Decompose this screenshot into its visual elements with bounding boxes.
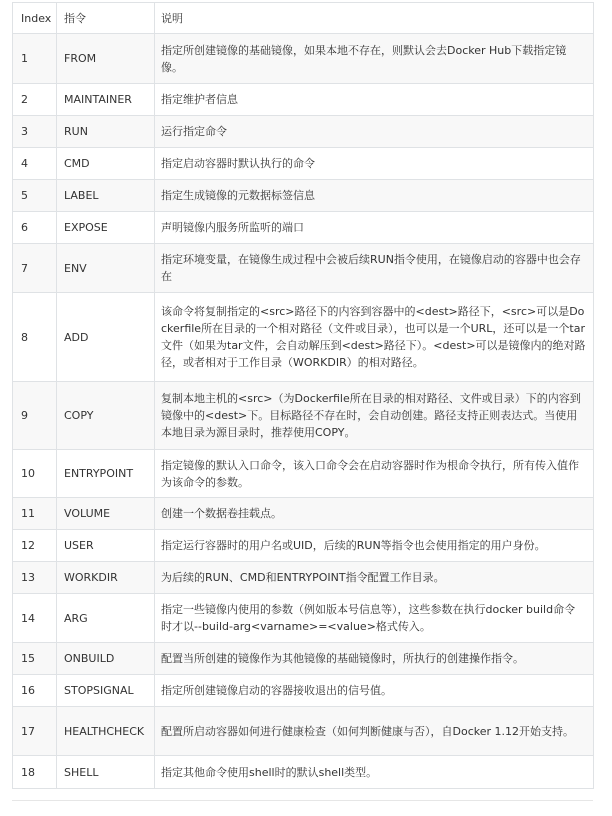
row-index: 16 bbox=[13, 675, 57, 707]
row-description: 指定运行容器时的用户名或UID，后续的RUN等指令也会使用指定的用户身份。 bbox=[155, 530, 594, 562]
row-command: VOLUME bbox=[57, 498, 155, 530]
table-row bbox=[13, 84, 594, 116]
table-row bbox=[13, 244, 594, 293]
row-index: 5 bbox=[13, 180, 57, 212]
header-command: 指令 bbox=[57, 3, 155, 34]
table-header-row bbox=[13, 3, 594, 34]
row-command: ONBUILD bbox=[57, 643, 155, 675]
dockerfile-instructions-table-wrapper bbox=[12, 2, 593, 789]
row-command: WORKDIR bbox=[57, 562, 155, 594]
table-row bbox=[13, 382, 594, 450]
row-command: CMD bbox=[57, 148, 155, 180]
table-row bbox=[13, 450, 594, 498]
row-command: SHELL bbox=[57, 756, 155, 789]
header-index: Index bbox=[13, 3, 57, 34]
table-row bbox=[13, 594, 594, 643]
table-row bbox=[13, 498, 594, 530]
row-description: 运行指定命令 bbox=[155, 116, 594, 148]
row-command: LABEL bbox=[57, 180, 155, 212]
row-description: 复制本地主机的<src>（为Dockerfile所在目录的相对路径、文件或目录）下的内容到镜像中的<dest>下。目标路径不存在时，会自动创建。路径支持正则表达式。当使用本地目录为源目录时，推荐使用COPY。 bbox=[155, 382, 594, 450]
row-index: 18 bbox=[13, 756, 57, 789]
table-row bbox=[13, 293, 594, 382]
row-index: 10 bbox=[13, 450, 57, 498]
row-index: 3 bbox=[13, 116, 57, 148]
table-header bbox=[13, 3, 594, 34]
row-description: 指定启动容器时默认执行的命令 bbox=[155, 148, 594, 180]
row-command: ENTRYPOINT bbox=[57, 450, 155, 498]
row-command: HEALTHCHECK bbox=[57, 707, 155, 756]
row-description: 指定一些镜像内使用的参数（例如版本号信息等），这些参数在执行docker build命令时才以--build-arg<varname>=<value>格式传入。 bbox=[155, 594, 594, 643]
row-description: 指定所创建镜像的基础镜像，如果本地不存在，则默认会去Docker Hub下载指定镜像。 bbox=[155, 34, 594, 84]
table-body bbox=[13, 34, 594, 789]
row-index: 13 bbox=[13, 562, 57, 594]
table-row bbox=[13, 643, 594, 675]
row-index: 17 bbox=[13, 707, 57, 756]
row-description: 创建一个数据卷挂载点。 bbox=[155, 498, 594, 530]
row-index: 6 bbox=[13, 212, 57, 244]
bottom-divider bbox=[12, 800, 593, 801]
row-command: COPY bbox=[57, 382, 155, 450]
row-description: 配置所启动容器如何进行健康检查（如何判断健康与否），自Docker 1.12开始支持。 bbox=[155, 707, 594, 756]
row-index: 1 bbox=[13, 34, 57, 84]
dockerfile-instructions-table bbox=[12, 2, 594, 789]
table-row bbox=[13, 180, 594, 212]
row-description: 声明镜像内服务所监听的端口 bbox=[155, 212, 594, 244]
row-index: 4 bbox=[13, 148, 57, 180]
row-index: 14 bbox=[13, 594, 57, 643]
row-command: RUN bbox=[57, 116, 155, 148]
table-row bbox=[13, 148, 594, 180]
row-description: 指定镜像的默认入口命令，该入口命令会在启动容器时作为根命令执行，所有传入值作为该命令的参数。 bbox=[155, 450, 594, 498]
row-command: ENV bbox=[57, 244, 155, 293]
table-row bbox=[13, 562, 594, 594]
table-row bbox=[13, 675, 594, 707]
row-command: STOPSIGNAL bbox=[57, 675, 155, 707]
row-description: 该命令将复制指定的<src>路径下的内容到容器中的<dest>路径下，<src>可以是Dockerfile所在目录的一个相对路径（文件或目录），也可以是一个URL，还可以是一个tar文件（如果为tar文件，会自动解压到<dest>路径下）。<dest>可以是镜像内的绝对路径，或者相对于工作目录（WORKDIR）的相对路径。 bbox=[155, 293, 594, 382]
row-index: 2 bbox=[13, 84, 57, 116]
row-command: FROM bbox=[57, 34, 155, 84]
row-command: MAINTAINER bbox=[57, 84, 155, 116]
row-description: 指定环境变量，在镜像生成过程中会被后续RUN指令使用，在镜像启动的容器中也会存在 bbox=[155, 244, 594, 293]
header-description: 说明 bbox=[155, 3, 594, 34]
row-description: 指定维护者信息 bbox=[155, 84, 594, 116]
row-command: EXPOSE bbox=[57, 212, 155, 244]
row-description: 指定其他命令使用shell时的默认shell类型。 bbox=[155, 756, 594, 789]
table-row bbox=[13, 116, 594, 148]
row-command: USER bbox=[57, 530, 155, 562]
row-description: 为后续的RUN、CMD和ENTRYPOINT指令配置工作目录。 bbox=[155, 562, 594, 594]
table-row bbox=[13, 212, 594, 244]
row-command: ADD bbox=[57, 293, 155, 382]
row-index: 11 bbox=[13, 498, 57, 530]
table-row bbox=[13, 707, 594, 756]
row-description: 指定所创建镜像启动的容器接收退出的信号值。 bbox=[155, 675, 594, 707]
row-index: 9 bbox=[13, 382, 57, 450]
table-row bbox=[13, 756, 594, 789]
row-command: ARG bbox=[57, 594, 155, 643]
row-index: 8 bbox=[13, 293, 57, 382]
row-index: 7 bbox=[13, 244, 57, 293]
table-row bbox=[13, 34, 594, 84]
table-row bbox=[13, 530, 594, 562]
row-description: 指定生成镜像的元数据标签信息 bbox=[155, 180, 594, 212]
row-index: 15 bbox=[13, 643, 57, 675]
row-description: 配置当所创建的镜像作为其他镜像的基础镜像时，所执行的创建操作指令。 bbox=[155, 643, 594, 675]
row-index: 12 bbox=[13, 530, 57, 562]
